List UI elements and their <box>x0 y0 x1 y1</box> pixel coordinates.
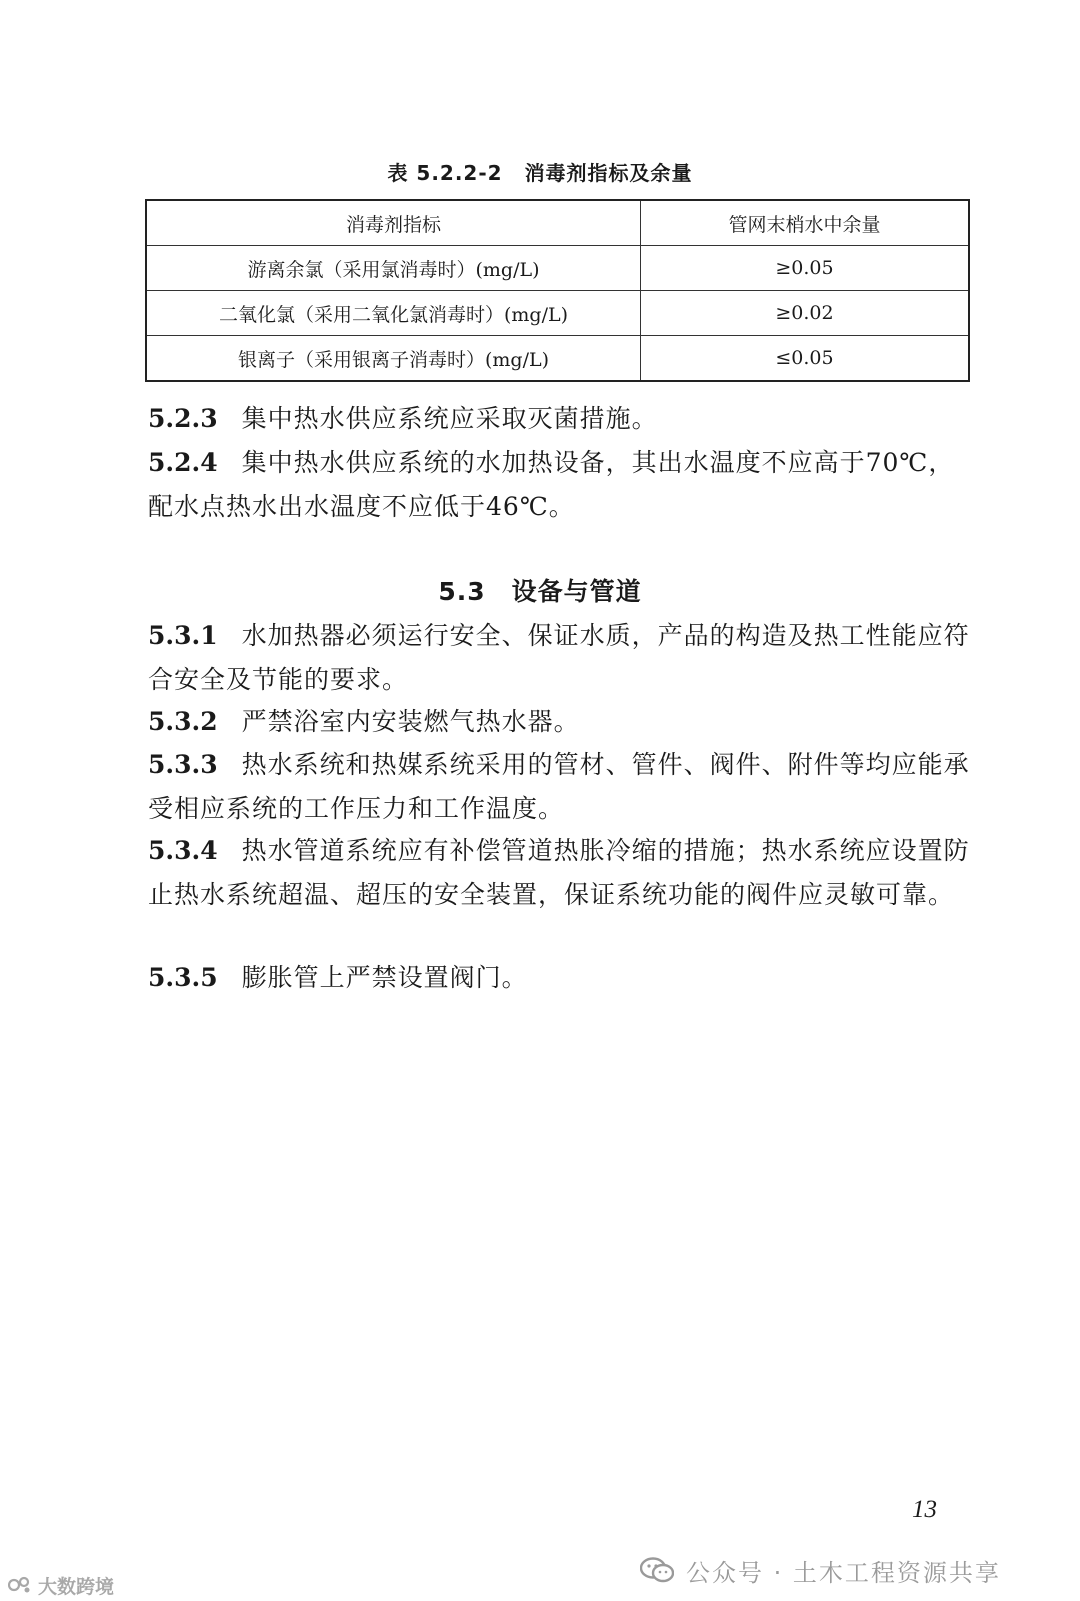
clause-5-3-4 <box>148 829 978 917</box>
clause-number: 5.3.3 <box>148 750 218 779</box>
table-caption-title: 消毒剂指标及余量 <box>524 161 693 185</box>
table-row <box>146 246 969 291</box>
wechat-icon <box>640 1557 674 1583</box>
clause-number: 5.3.2 <box>148 707 218 736</box>
clause-5-2-3 <box>148 397 978 441</box>
clause-text: 热水系统和热媒系统采用的管材、管件、阀件、附件等均应能承受相应系统的工作压力和工作温度。 <box>148 750 970 823</box>
table-cell-indicator: 游离余氯（采用氯消毒时）(mg/L) <box>146 246 641 291</box>
watermark-account <box>640 1550 1001 1590</box>
clause-text: 集中热水供应系统应采取灭菌措施。 <box>241 404 658 433</box>
brand-logo-icon <box>8 1575 32 1595</box>
section-title: 设备与管道 <box>511 577 642 606</box>
clause-5-3-3 <box>148 743 978 831</box>
section-number: 5.3 <box>438 577 486 606</box>
clause-number: 5.2.4 <box>148 448 218 477</box>
disinfectant-table <box>145 199 970 382</box>
clause-text: 热水管道系统应有补偿管道热胀冷缩的措施；热水系统应设置防止热水系统超温、超压的安全装置，保证系统功能的阀件应灵敏可靠。 <box>148 836 970 909</box>
clause-number: 5.3.1 <box>148 621 218 650</box>
clause-text: 集中热水供应系统的水加热设备，其出水温度不应高于70℃，配水点热水出水温度不应低于46℃。 <box>148 448 955 521</box>
table-row <box>146 336 969 382</box>
table-caption-number: 表 5.2.2-2 <box>387 161 503 185</box>
table-cell-indicator: 银离子（采用银离子消毒时）(mg/L) <box>146 336 641 382</box>
section-heading <box>0 570 1080 614</box>
clause-5-3-2 <box>148 700 978 744</box>
clause-5-3-1 <box>148 614 978 702</box>
clause-5-3-5 <box>148 956 978 1000</box>
clause-number: 5.2.3 <box>148 404 218 433</box>
clause-text: 严禁浴室内安装燃气热水器。 <box>241 707 580 736</box>
clause-text: 膨胀管上严禁设置阀门。 <box>241 963 528 992</box>
table-cell-residual: ≥0.02 <box>641 291 970 336</box>
watermark-brand-text: 大数跨境 <box>38 1575 115 1598</box>
table-header-cell: 消毒剂指标 <box>146 200 641 246</box>
table-cell-residual: ≤0.05 <box>641 336 970 382</box>
table-caption <box>0 157 1080 186</box>
clause-5-2-4 <box>148 441 978 529</box>
clause-text: 水加热器必须运行安全、保证水质，产品的构造及热工性能应符合安全及节能的要求。 <box>148 621 970 694</box>
table-header-cell: 管网末梢水中余量 <box>641 200 970 246</box>
table-row <box>146 291 969 336</box>
table-cell-indicator: 二氧化氯（采用二氧化氯消毒时）(mg/L) <box>146 291 641 336</box>
table-cell-residual: ≥0.05 <box>641 246 970 291</box>
clause-number: 5.3.5 <box>148 963 218 992</box>
page-number: 13 <box>912 1496 937 1523</box>
watermark-brand <box>8 1572 114 1598</box>
clause-number: 5.3.4 <box>148 836 218 865</box>
watermark-account-text: 公众号 · 土木工程资源共享 <box>686 1558 1001 1587</box>
table-header-row <box>146 200 969 246</box>
